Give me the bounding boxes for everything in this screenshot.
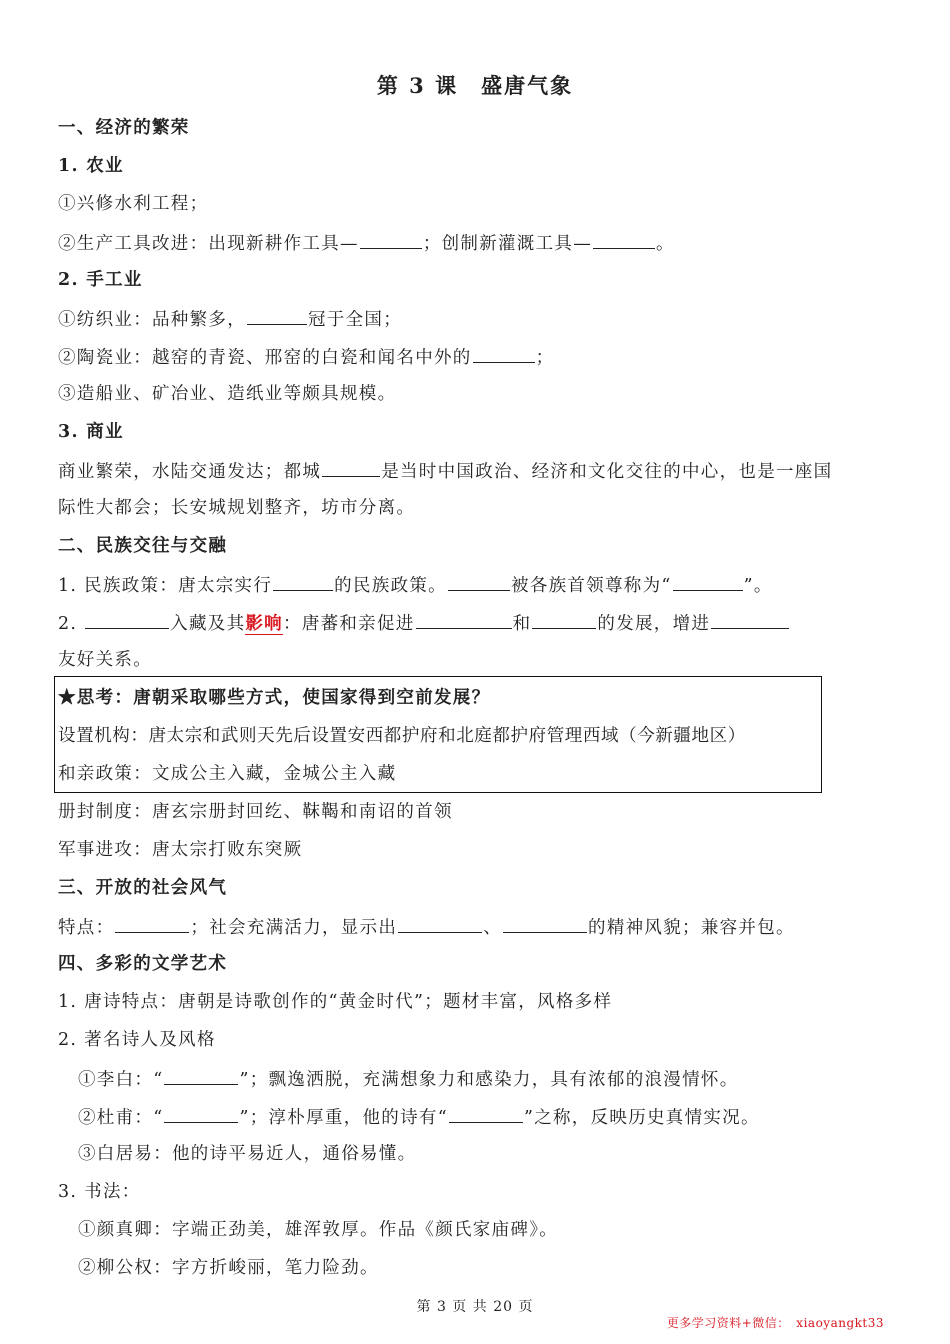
section-heading-arts: 四、多彩的文学艺术 bbox=[58, 954, 228, 974]
tibet-line-2: 友好关系。 bbox=[58, 650, 152, 670]
fill-blank bbox=[273, 572, 333, 591]
poet-libai-line: ①李白：“ ”；飘逸洒脱，充满想象力和感染力，具有浓郁的浪漫情怀。 bbox=[78, 1066, 739, 1092]
craft-line-2: ②陶瓷业：越窑的青瓷、邢窑的白瓷和闻名中外的 ； bbox=[58, 344, 554, 370]
section-heading-society: 三、开放的社会风气 bbox=[58, 878, 228, 898]
thinking-answer-military: 军事进攻：唐太宗打败东突厥 bbox=[58, 840, 303, 860]
thinking-question: ★思考：唐朝采取哪些方式，使国家得到空前发展？ bbox=[58, 688, 491, 708]
agri-line-1: ①兴修水利工程； bbox=[58, 194, 209, 214]
commerce-line-1: 商业繁荣，水陆交通发达；都城 是当时中国政治、经济和文化交往的中心，也是一座国 bbox=[58, 458, 832, 484]
fill-blank bbox=[416, 610, 512, 629]
fill-blank bbox=[164, 1104, 238, 1123]
thinking-answer-institutions: 设置机构：唐太宗和武则天先后设置安西都护府和北庭都护府管理西域（今新疆地区） bbox=[58, 726, 746, 746]
fill-blank bbox=[503, 914, 587, 933]
poetry-features-line: 1. 唐诗特点：唐朝是诗歌创作的“黄金时代”；题材丰富，风格多样 bbox=[58, 992, 613, 1012]
subheading-commerce: 3. 商业 bbox=[58, 422, 124, 442]
agri-line-2: ②生产工具改进：出现新耕作工具— ；创制新灌溉工具— 。 bbox=[58, 230, 675, 256]
society-line: 特点： ；社会充满活力，显示出 、 的精神风貌；兼容并包。 bbox=[58, 914, 795, 940]
craft-line-3: ③造船业、矿冶业、造纸业等颇具规模。 bbox=[58, 384, 397, 404]
calligrapher-liu-line: ②柳公权：字方折峻丽，笔力险劲。 bbox=[78, 1258, 379, 1278]
subheading-agriculture: 1. 农业 bbox=[58, 156, 124, 176]
fill-blank bbox=[322, 458, 380, 477]
calligrapher-yan-line: ①颜真卿：字端正劲美，雄浑敦厚。作品《颜氏家庙碑》。 bbox=[78, 1220, 559, 1240]
fill-blank bbox=[85, 610, 169, 629]
lesson-title: 第 3 课 盛唐气象 bbox=[376, 73, 574, 98]
fill-blank bbox=[247, 306, 307, 325]
tibet-line-1: 2. 入藏及其影响：唐蕃和亲促进 和 的发展，增进 bbox=[58, 610, 790, 636]
commerce-line-2: 际性大都会；长安城规划整齐，坊市分离。 bbox=[58, 498, 416, 518]
section-heading-economy: 一、经济的繁荣 bbox=[58, 118, 190, 138]
craft-line-1: ①纺织业：品种繁多， 冠于全国； bbox=[58, 306, 402, 332]
subheading-handicraft: 2. 手工业 bbox=[58, 270, 143, 290]
highlight-influence: 影响 bbox=[245, 614, 283, 634]
fill-blank bbox=[532, 610, 596, 629]
calligraphy-heading-line: 3. 书法： bbox=[58, 1182, 141, 1202]
promo-text: 更多学习资料+微信： xiaoyangkt33 bbox=[666, 1316, 884, 1330]
fill-blank bbox=[673, 572, 743, 591]
fill-blank bbox=[593, 230, 655, 249]
poets-heading-line: 2. 著名诗人及风格 bbox=[58, 1030, 216, 1050]
poet-baijuyi-line: ③白居易：他的诗平易近人，通俗易懂。 bbox=[78, 1144, 417, 1164]
thinking-answer-investiture: 册封制度：唐玄宗册封回纥、靺鞨和南诏的首领 bbox=[58, 802, 453, 822]
fill-blank bbox=[398, 914, 482, 933]
fill-blank bbox=[449, 1104, 523, 1123]
poet-dufu-line: ②杜甫：“ ”；淳朴厚重，他的诗有“ ”之称，反映历史真情实况。 bbox=[78, 1104, 760, 1130]
fill-blank bbox=[360, 230, 422, 249]
page-number: 第 3 页 共 20 页 bbox=[416, 1299, 534, 1315]
fill-blank bbox=[448, 572, 510, 591]
fill-blank bbox=[115, 914, 189, 933]
section-heading-ethnic: 二、民族交往与交融 bbox=[58, 536, 228, 556]
fill-blank bbox=[711, 610, 789, 629]
fill-blank bbox=[473, 344, 535, 363]
fill-blank bbox=[164, 1066, 238, 1085]
thinking-answer-marriage: 和亲政策：文成公主入藏，金城公主入藏 bbox=[58, 764, 397, 784]
ethnic-policy-line: 1. 民族政策：唐太宗实行 的民族政策。 被各族首领尊称为“ ”。 bbox=[58, 572, 773, 598]
